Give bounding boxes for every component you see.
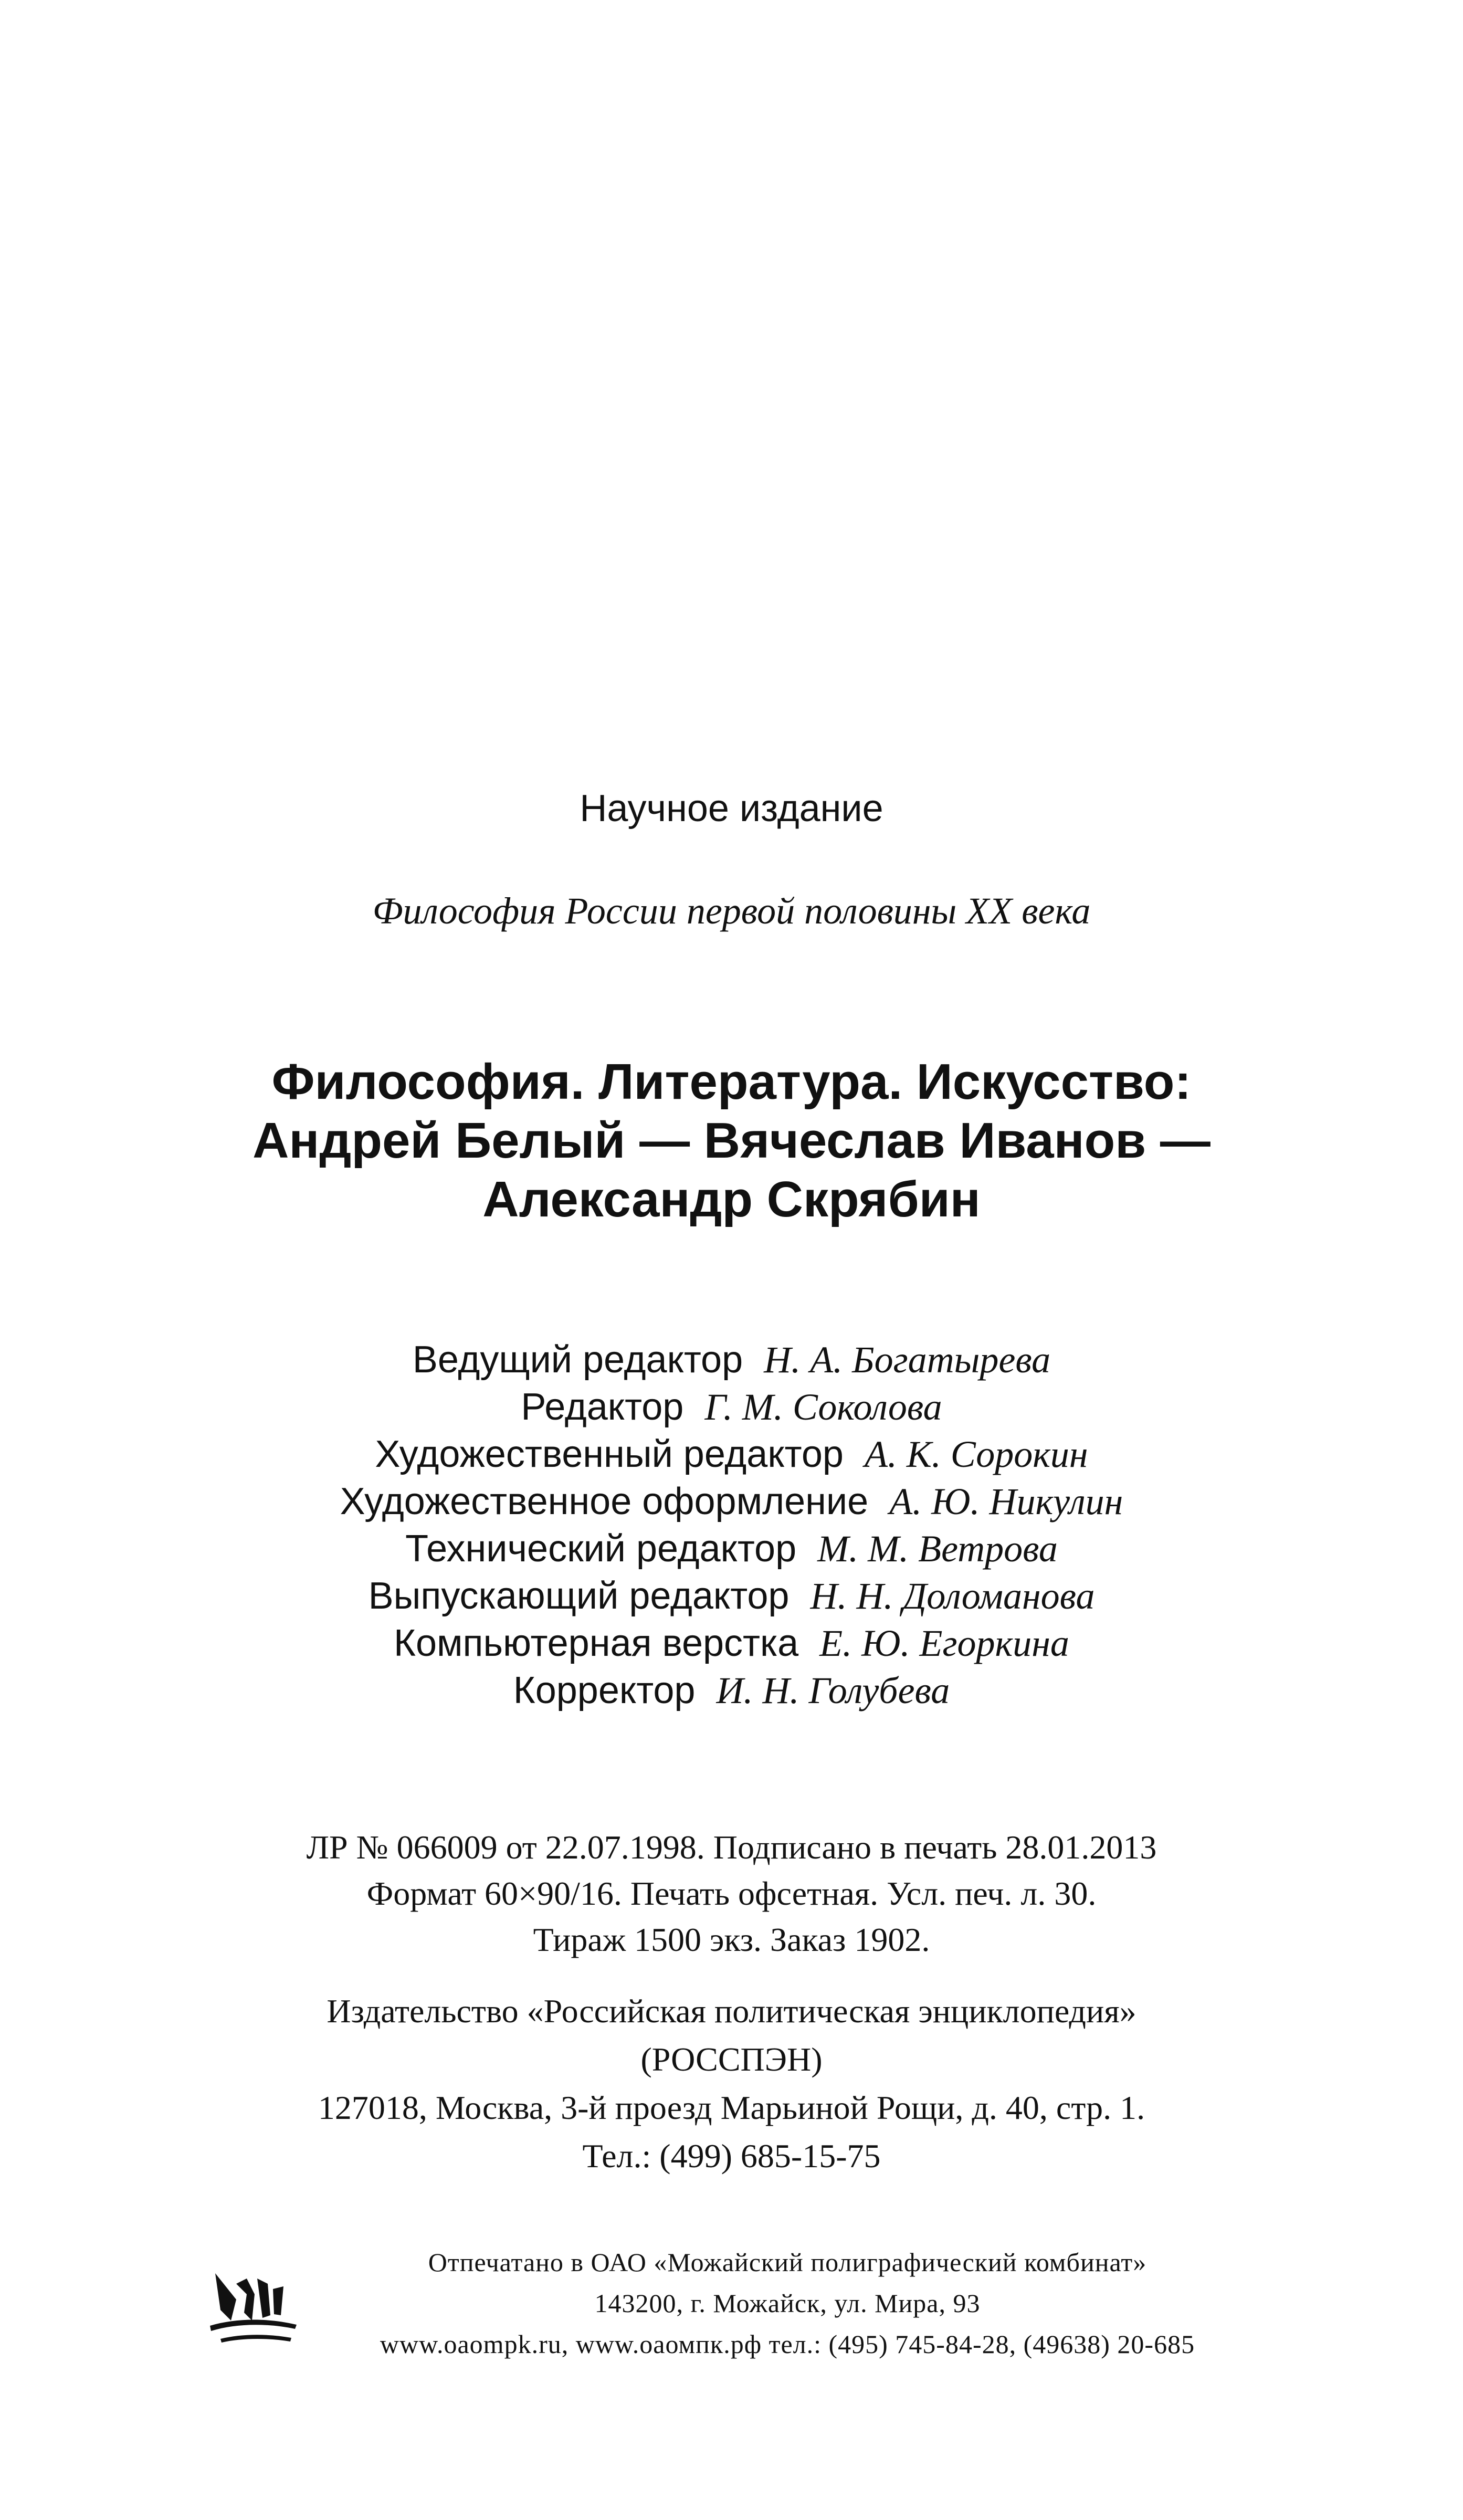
imprint-line: Формат 60×90/16. Печать офсетная. Усл. печ. л. 30. xyxy=(366,1875,1097,1912)
credit-person: Г. М. Соколова xyxy=(704,1386,942,1428)
credit-role: Выпускающий редактор xyxy=(368,1575,790,1617)
book-title xyxy=(0,1053,1463,1229)
credit-row xyxy=(0,1336,1463,1383)
series-name: Философия России первой половины XX века xyxy=(372,890,1091,932)
imprint-line: Тираж 1500 экз. Заказ 1902. xyxy=(533,1921,930,1958)
edition-type: Научное издание xyxy=(580,788,883,830)
credit-person: А. К. Сорокин xyxy=(864,1433,1088,1475)
publisher-line: 127018, Москва, 3-й проезд Марьиной Рощи, д. 40, стр. 1. xyxy=(318,2089,1145,2126)
book-title-line: Философия. Литература. Искусство: xyxy=(271,1054,1192,1110)
credit-person: Н. Н. Доломанова xyxy=(810,1575,1095,1617)
printer-info xyxy=(0,2242,1463,2368)
imprint-line: ЛР № 066009 от 22.07.1998. Подписано в печать 28.01.2013 xyxy=(306,1829,1157,1866)
publisher-info xyxy=(0,1987,1463,2180)
credit-person: Н. А. Богатырева xyxy=(764,1339,1051,1381)
book-title-line: Александр Скрябин xyxy=(482,1171,981,1227)
printer-line: www.oaompk.ru, www.оаомпк.рф тел.: (495) 745-84-28, (49638) 20-685 xyxy=(380,2329,1195,2359)
credit-row xyxy=(0,1431,1463,1478)
credit-row xyxy=(0,1383,1463,1431)
credits-list xyxy=(0,1336,1463,1714)
credit-role: Художественное оформление xyxy=(340,1480,869,1522)
book-title-line: Андрей Белый — Вячеслав Иванов — xyxy=(252,1112,1211,1169)
credit-role: Ведущий редактор xyxy=(412,1339,743,1381)
printer-line: Отпечатано в ОАО «Можайский полиграфический комбинат» xyxy=(428,2248,1147,2277)
credit-person: И. Н. Голубева xyxy=(716,1670,950,1712)
credit-role: Редактор xyxy=(521,1386,684,1428)
imprint-info xyxy=(0,1824,1463,1963)
credit-row xyxy=(0,1478,1463,1525)
credit-person: М. М. Ветрова xyxy=(817,1528,1058,1570)
publisher-line: Тел.: (499) 685-15-75 xyxy=(582,2137,881,2175)
credit-row xyxy=(0,1572,1463,1620)
publisher-line: Издательство «Российская политическая энциклопедия» xyxy=(327,1992,1136,2030)
credit-role: Корректор xyxy=(513,1670,696,1712)
credit-row xyxy=(0,1620,1463,1667)
credit-row xyxy=(0,1525,1463,1572)
credit-role: Технический редактор xyxy=(405,1528,797,1570)
credit-role: Художественный редактор xyxy=(375,1433,844,1475)
printer-text xyxy=(294,2242,1281,2365)
credit-row xyxy=(0,1667,1463,1714)
credit-person: А. Ю. Никулин xyxy=(889,1480,1123,1522)
printer-line: 143200, г. Можайск, ул. Мира, 93 xyxy=(594,2288,981,2318)
credit-person: Е. Ю. Егоркина xyxy=(819,1622,1069,1664)
publisher-line: (РОССПЭН) xyxy=(640,2041,823,2078)
credit-role: Компьютерная верстка xyxy=(394,1622,799,1664)
printing-house-logo-icon xyxy=(205,2263,299,2352)
